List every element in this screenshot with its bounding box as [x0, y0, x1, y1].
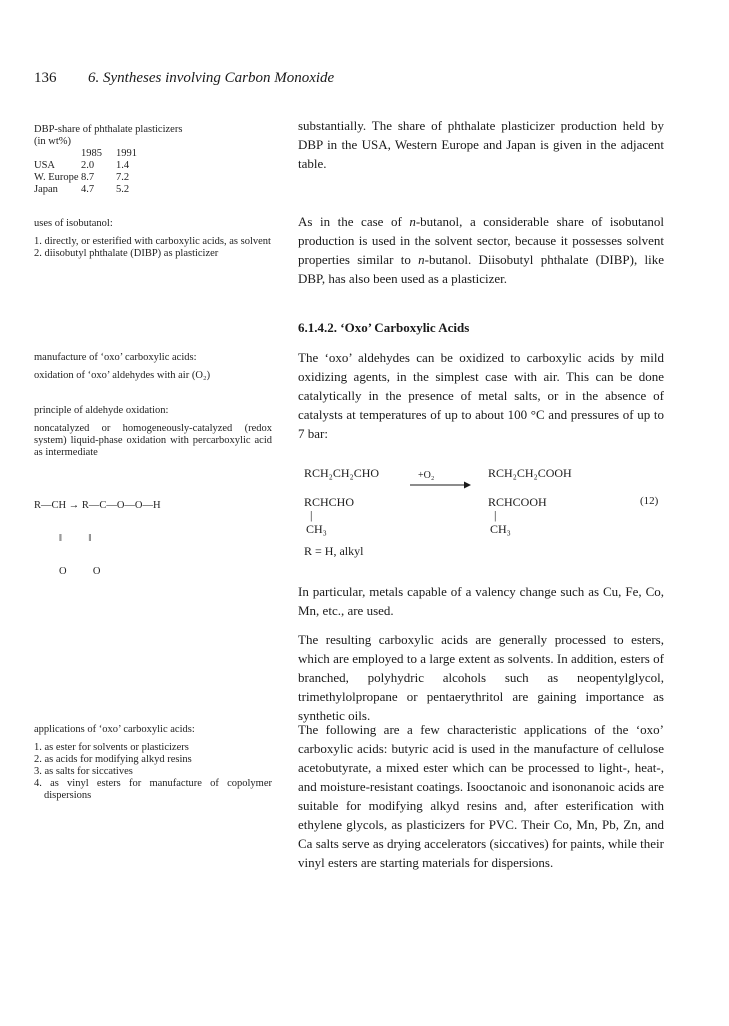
value-cell: 7.2: [116, 172, 130, 183]
dbp-table-title: DBP-share of phthalate plasticizers: [34, 124, 183, 135]
applications-list: [34, 742, 272, 802]
margin-heading: principle of aldehyde oxidation:: [34, 405, 169, 416]
value-cell: 1.4: [116, 160, 130, 171]
equation-reagent: +O₂: [418, 470, 435, 481]
paragraph: In particular, metals capable of a valency change such as Cu, Fe, Co, Mn, etc., are used.: [298, 584, 664, 618]
equation-product: RCHCOOH: [488, 495, 547, 509]
dbp-share-table: [34, 148, 156, 196]
paragraph: The ‘oxo’ aldehydes can be oxidized to carboxylic acids by mild oxidizing agents, in the simplest case with air. This can be done catalytically in the presence of metal salts, or in the absence of catalysts at temperatures of up to about 100 °C and pressures of up to 7 bar:: [298, 350, 664, 441]
paragraph: substantially. The share of phthalate plasticizer production held by DBP in the USA, Western Europe and Japan is given in the adjacent table.: [298, 118, 664, 171]
equation-number: (12): [640, 495, 659, 507]
reaction-arrow-icon: [410, 480, 472, 490]
structure-bonds: ‖ ‖: [59, 533, 92, 544]
bond-line: |: [310, 508, 313, 522]
bond-line: |: [494, 508, 497, 522]
list-item: 2. diisobutyl phthalate (DIBP) as plasticizer: [34, 248, 219, 259]
isobutanol-uses-note: [34, 218, 272, 260]
running-title: 6. Syntheses involving Carbon Monoxide: [88, 70, 335, 86]
equation-product: RCH₂CH₂COOH: [488, 466, 572, 480]
principle-note: [34, 405, 272, 459]
dbp-table-unit: (in wt%): [34, 136, 72, 147]
paragraph: As in the case of n-butanol, a considerable share of isobutanol production is used in the solvent sector, because it possesses solvent properties similar to n-butanol. Diisobutyl phthalate (DIBP), like DBP, has also been used as a plasticizer.: [298, 214, 664, 286]
year-header: 1991: [116, 148, 137, 159]
methyl-substituent: CH₃: [490, 522, 511, 536]
list-item: 3. as salts for siccatives: [34, 766, 133, 777]
structure-line: R—CH → R—C—O—O—H: [34, 500, 161, 511]
table-row: [34, 172, 156, 184]
equation-reactant: RCHCHO: [304, 495, 355, 509]
margin-heading: manufacture of ‘oxo’ carboxylic acids:: [34, 352, 197, 363]
year-header: 1985: [81, 148, 102, 159]
margin-text: oxidation of ‘oxo’ aldehydes with air (O₂): [34, 370, 211, 381]
margin-heading: uses of isobutanol:: [34, 218, 113, 229]
margin-text: noncatalyzed or homogeneously-catalyzed (redox system) liquid-phase oxidation with percarboxylic acid as intermediate: [34, 423, 272, 458]
value-cell: 2.0: [81, 160, 95, 171]
dbp-share-table-block: [34, 124, 284, 196]
equation-reactant: RCH₂CH₂CHO: [304, 466, 380, 480]
list-item: 2. as acids for modifying alkyd resins: [34, 754, 192, 765]
page-number: 136: [34, 70, 57, 86]
list-item: 1. as ester for solvents or plasticizers: [34, 742, 189, 753]
value-cell: 5.2: [116, 184, 130, 195]
region-cell: Japan: [34, 184, 58, 195]
isobutanol-uses-list: [34, 236, 272, 260]
value-cell: 4.7: [81, 184, 95, 195]
paragraph: The resulting carboxylic acids are generally processed to esters, which are employed to a large extent as solvents. In addition, esters of branched, polyhydric alcohols such as neopentylglycol, trimethylolpropane or pentaerythritol are gaining importance as synthetic oils.: [298, 632, 664, 723]
table-header-row: [34, 148, 156, 160]
percarboxylic-acid-structure: [34, 478, 272, 588]
value-cell: 8.7: [81, 172, 95, 183]
region-cell: W. Europe: [34, 172, 79, 183]
paragraph: The following are a few characteristic applications of the ‘oxo’ carboxylic acids: butyric acid is used in the manufacture of cellulose acetobutyrate, a mixed ester which can be processed to light-, heat-, and moisture-resistant coatings. Isooctanoic and isononanoic acids are suitable for modifying alkyd resins and, after esterification with ethylene glycols, as plasticizers for PVC. Their Co, Mn, Pb, Zn, and Ca salts serve as drying accelerators (siccatives) for paints, while their vinyl esters are starting materials for dispersions.: [298, 722, 664, 870]
manufacture-note: [34, 352, 272, 382]
section-heading: 6.1.4.2. ‘Oxo’ Carboxylic Acids: [298, 320, 470, 335]
table-row: [34, 184, 156, 196]
structure-oxygens: O O: [59, 566, 101, 577]
table-row: [34, 160, 156, 172]
margin-heading: applications of ‘oxo’ carboxylic acids:: [34, 724, 195, 735]
applications-note: [34, 724, 272, 802]
equation-legend: R = H, alkyl: [304, 544, 364, 558]
methyl-substituent: CH₃: [306, 522, 327, 536]
list-item: 4. as vinyl esters for manufacture of copolymer dispersions: [34, 778, 272, 801]
list-item: 1. directly, or esterified with carboxylic acids, as solvent: [34, 236, 271, 247]
region-cell: USA: [34, 160, 56, 171]
